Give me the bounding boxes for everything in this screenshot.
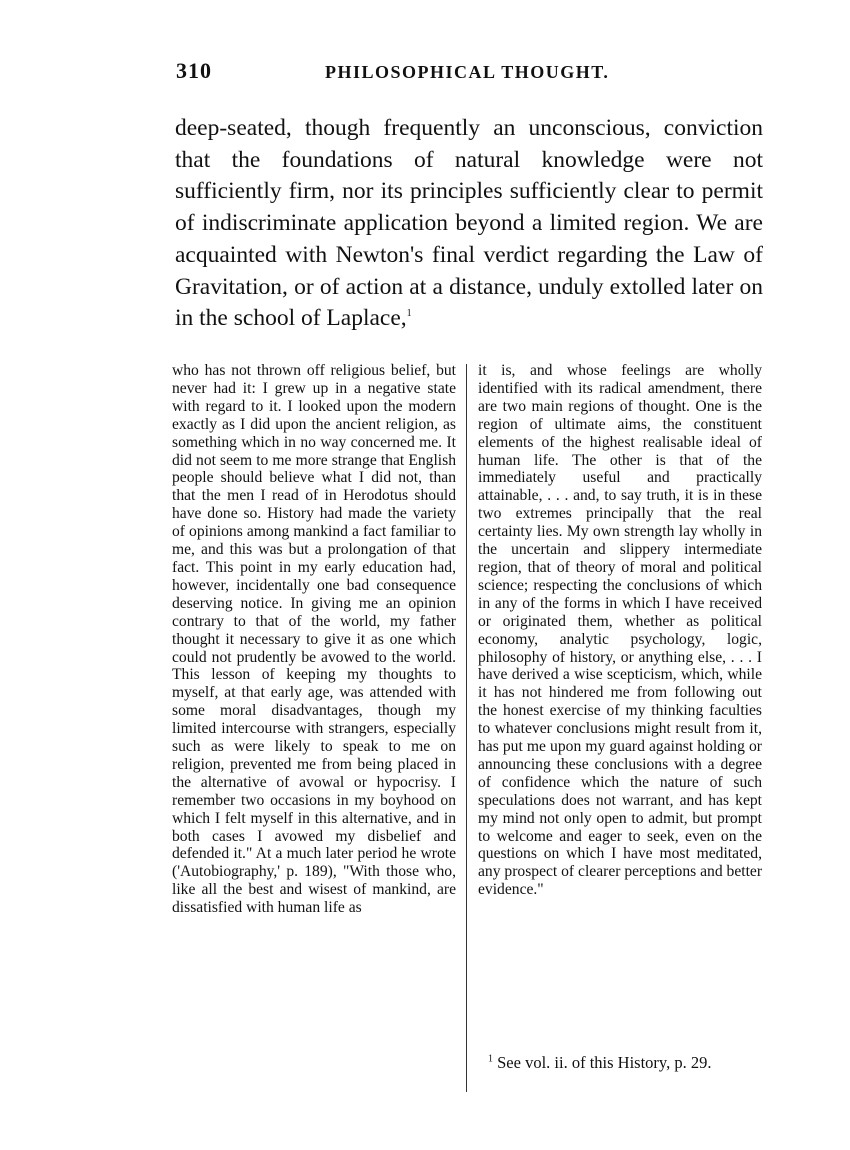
main-paragraph bbox=[175, 113, 763, 335]
footnote-marker: 1 bbox=[488, 1053, 493, 1065]
footnote-text: See vol. ii. of this History, p. 29. bbox=[497, 1053, 712, 1072]
footnote-reference: 1 bbox=[406, 308, 412, 320]
quotation-column-left: who has not thrown off religious belief, but never had it: I grew up in a negative state with regard to it. I looked upon the modern exactly as I did upon the ancient religion, as something which in no way concerned me. It did not seem to me more strange that English people should believe what I did not, than that the men I read of in Herodotus should have done so. History had made the variety of opinions among mankind a fact familiar to me, and this was but a prolongation of that fact. This point in my early education had, however, incidentally one bad consequence deserving notice. In giving me an opinion contrary to that of the world, my father thought it necessary to give it as one which could not prudently be avowed to the world. This lesson of keeping my thoughts to myself, at that early age, was attended with some moral disadvantages, though my limited intercourse with strangers, especially such as were likely to speak to me on religion, prevented me from being placed in the alternative of avowal or hypocrisy. I remember two occasions in my boyhood on which I felt myself in this alternative, and in both cases I avowed my disbelief and defended it." At a much later period he wrote ('Autobiography,' p. 189), "With those who, like all the best and wisest of mankind, are dissatisfied with human life as bbox=[172, 362, 456, 917]
column-divider bbox=[466, 364, 467, 1092]
page-number: 310 bbox=[176, 58, 212, 83]
running-title: PHILOSOPHICAL THOUGHT. bbox=[325, 62, 610, 82]
footnote bbox=[478, 1053, 762, 1072]
quotation-column-right: it is, and whose feelings are wholly identified with its radical amendment, there are two main regions of thought. One is the region of ultimate aims, the constituent elements of the highest realisable ideal of human life. The other is that of the immediately useful and practically attainable, . . . and, to say truth, it is in these two extremes principally that the real certainty lies. My own strength lay wholly in the uncertain and slippery intermediate region, that of theory of moral and political science; respecting the conclusions of which in any of the forms in which I have received or originated them, whether as political economy, analytic psychology, logic, philosophy of history, or anything else, . . . I have derived a wise scepticism, which, while it has not hindered me from following out the honest exercise of my thinking faculties to whatever conclusions might result from it, has put me upon my guard against holding or announcing these conclusions with a degree of confidence which the nature of such speculations does not warrant, and has kept my mind not only open to admit, but prompt to welcome and eager to seek, even on the questions on which I have most meditated, any prospect of clearer perceptions and better evidence." bbox=[478, 362, 763, 899]
main-paragraph-text: deep-seated, though frequently an unconscious, conviction that the foundations of natural knowledge were not sufficiently firm, nor its principles sufficiently clear to permit of indiscriminate application beyond a limited region. We are acquainted with Newton's final verdict regarding the Law of Gravitation, or of action at a distance, unduly extolled later on in the school of Laplace, bbox=[175, 115, 763, 332]
